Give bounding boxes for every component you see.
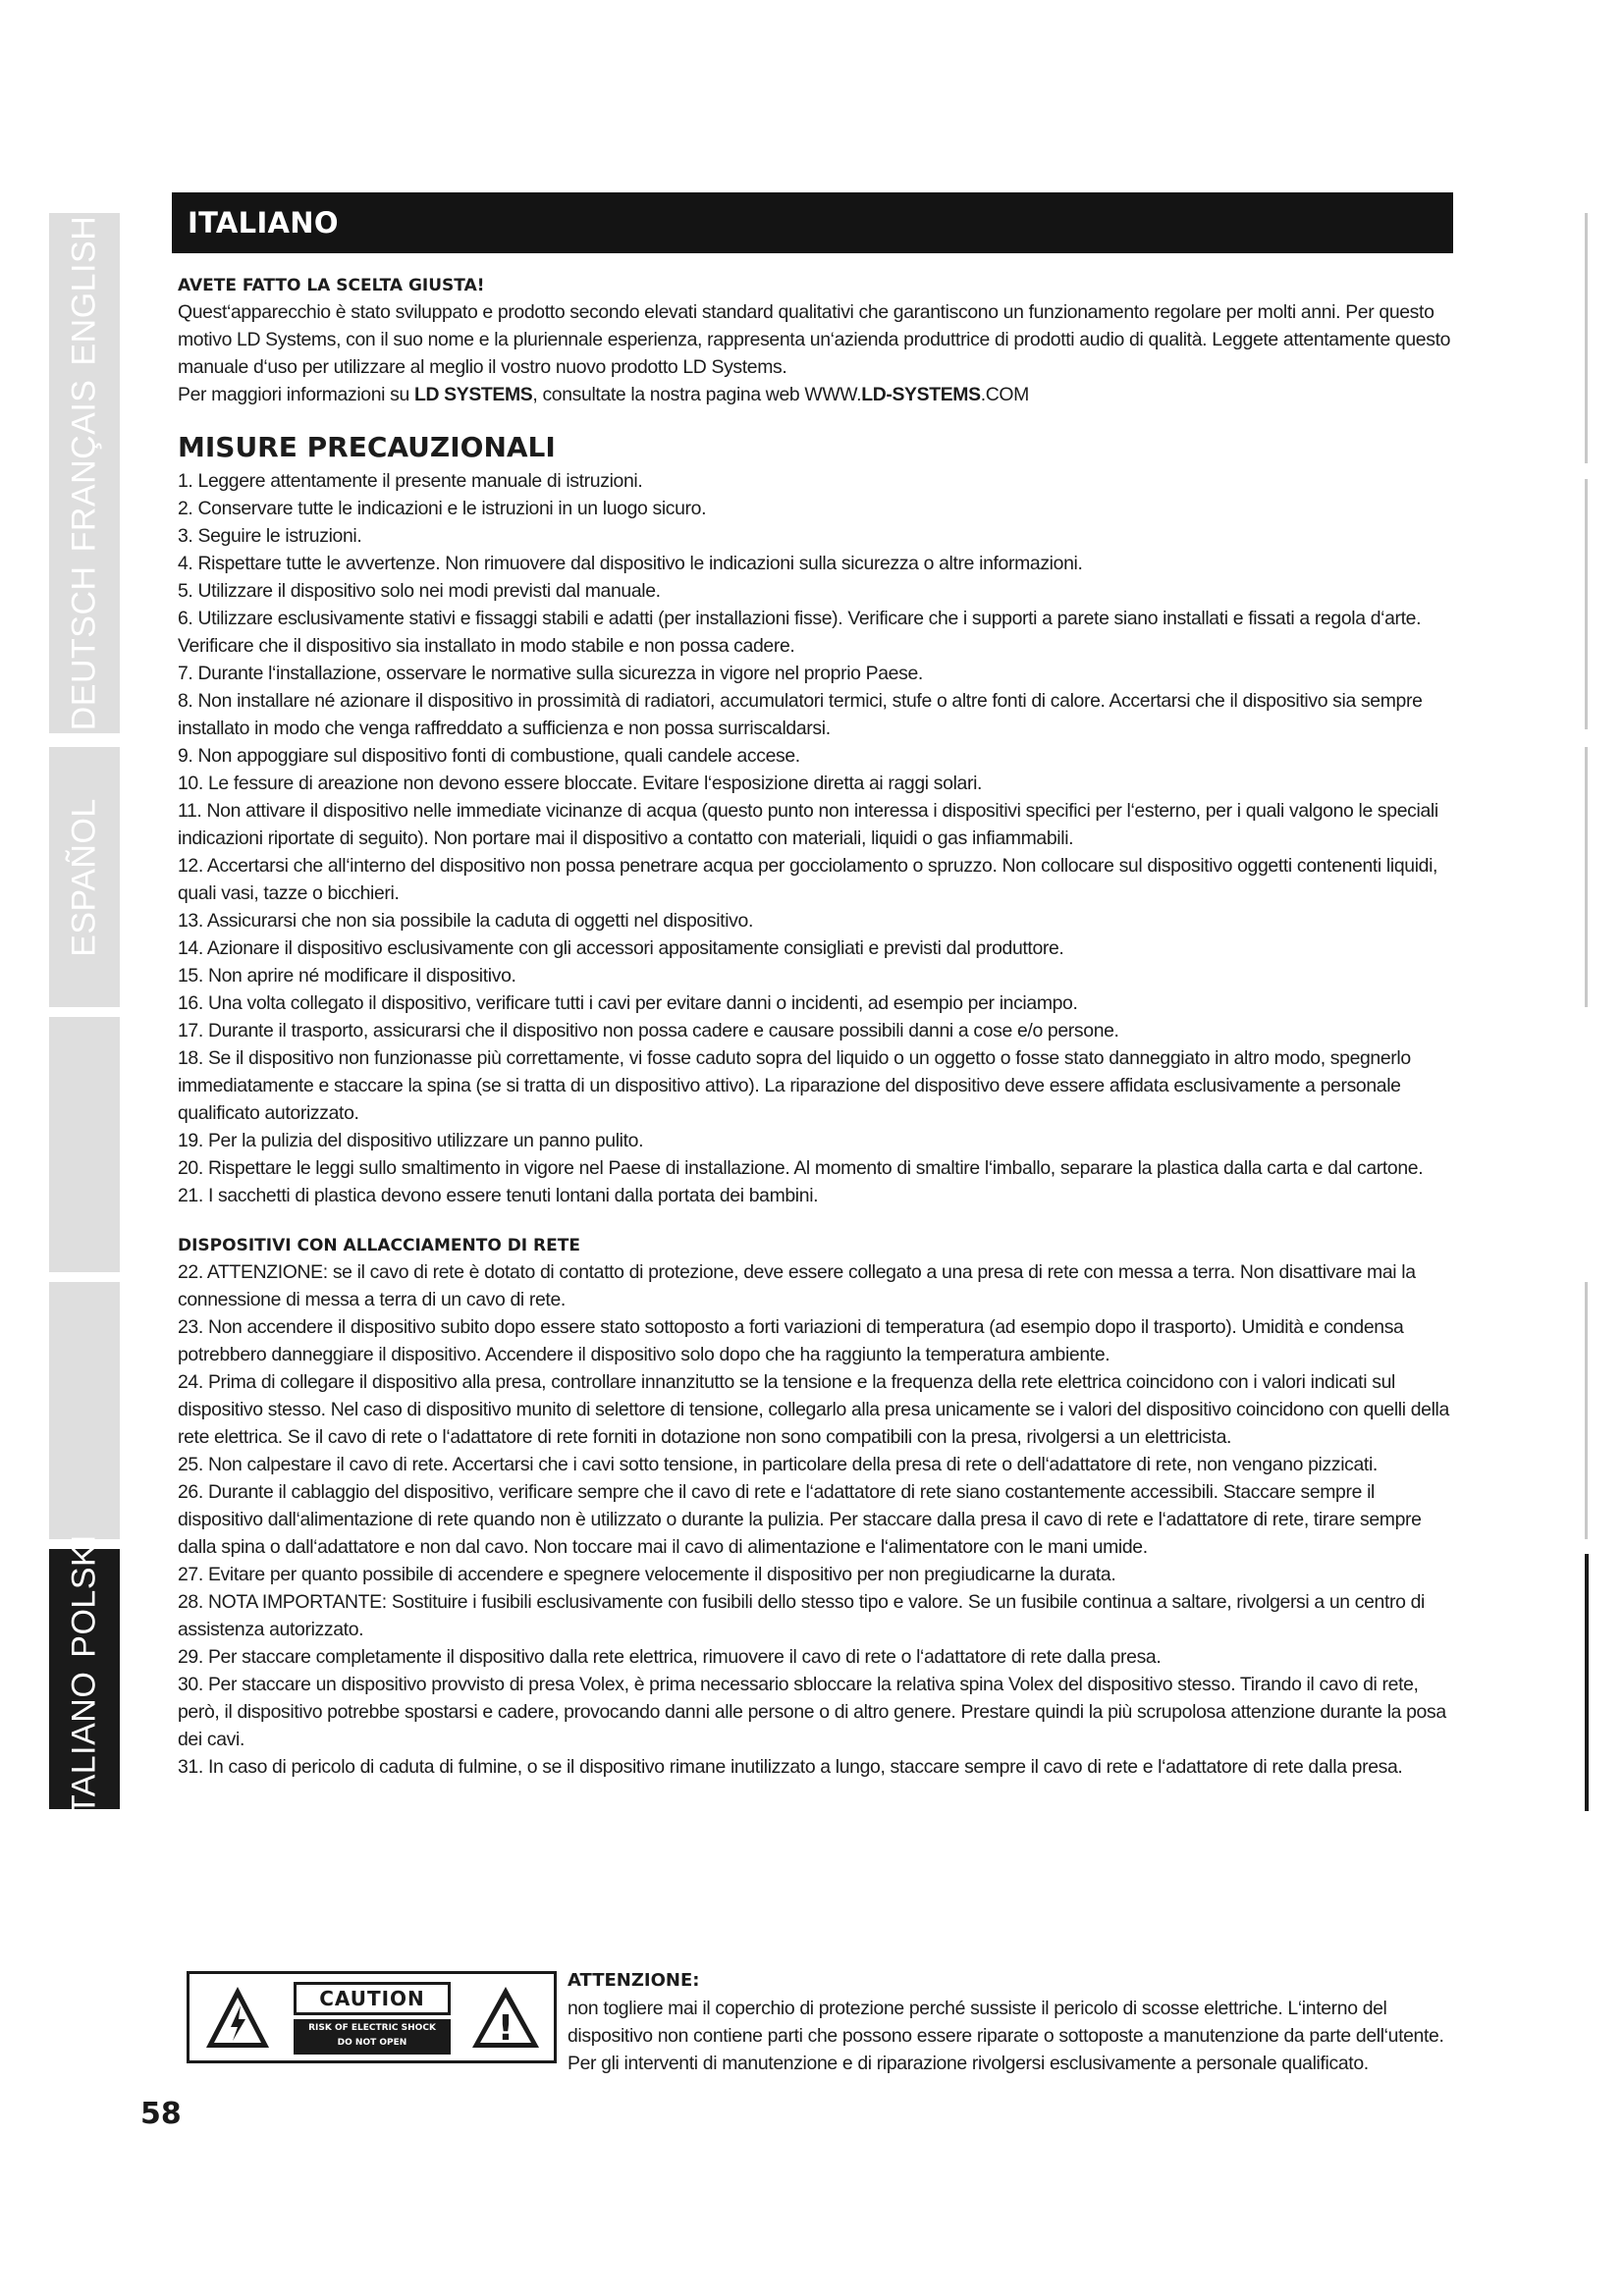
brand-name: LD SYSTEMS (413, 384, 533, 405)
list-item: 27. Evitare per quanto possibile di accendere e spegnere velocemente il dispositivo per non pregiudicarne la durata. (178, 1564, 1116, 1585)
tab-part-deutsch: DEUTSCH (65, 565, 103, 731)
more-info-middle: , consultate la nostra pagina web WWW. (532, 384, 862, 405)
sidebar-tab-label (66, 216, 104, 731)
list-item: 6. Utilizzare esclusivamente stativi e fissaggi stabili e adatti (per installazioni fisse). Verificare che i supporti a parete siano installati e fissati a regola d‘arte. Verificare che il dispositivo sia installato in modo stabile e non possa cadere. (178, 608, 1422, 657)
list-item: 23. Non accendere il dispositivo subito dopo essere stato sottoposto a forti variazioni di temperatura (ad esempio dopo il trasporto). Umidità e condensa potrebbero danneggiare il dispositivo. Accendere il dispositivo solo dopo che ha raggiunto la temperatura ambiente. (178, 1316, 1404, 1365)
list-item: 3. Seguire le istruzioni. (178, 525, 362, 547)
intro-paragraph: Quest‘apparecchio è stato sviluppato e prodotto secondo elevati standard qualitativi che garantiscono un funzionamento regolare per molti anni. Per questo motivo LD Systems, con il suo nome e la pluriennale esperienza, rappresenta un‘azienda produttrice di prodotti audio di qualità. Leggete attentamente questo manuale d‘uso per utilizzare al meglio il vostro nuovo prodotto LD Systems. (178, 301, 1451, 378)
list-item: 18. Se il dispositivo non funzionasse più correttamente, vi fosse caduto sopra del liquido o un oggetto o fosse stato danneggiato in altro modo, spegnerlo immediatamente e staccare la spina (se si tratta di un dispositivo attivo). La riparazione del dispositivo deve essere affidata esclusivamente a personale qualificato autorizzato. (178, 1047, 1411, 1124)
list-item: 4. Rispettare tutte le avvertenze. Non rimuovere dal dispositivo le indicazioni sulla sicurezza o altre informazioni. (178, 553, 1083, 574)
sidebar-tab-blank (49, 1282, 120, 1539)
caution-line-1: RISK OF ELECTRIC SHOCK (308, 2023, 436, 2033)
list-item: 8. Non installare né azionare il dispositivo in prossimità di radiatori, accumulatori termici, stufe o altre fonti di calore. Accertarsi che il dispositivo sia sempre installato in modo che venga raffreddato a sufficienza e non possa surriscaldarsi. (178, 690, 1423, 739)
caution-subtext (294, 2019, 451, 2055)
page-number: 58 (140, 2097, 182, 2131)
precautions-title: MISURE PRECAUZIONALI (178, 431, 556, 463)
list-item: 26. Durante il cablaggio del dispositivo, verificare sempre che il cavo di rete e l‘adattatore di rete siano costantemente accessibili. Staccare sempre il dispositivo dall‘alimentazione di rete quando non è utilizzato o durante la pulizia. Per staccare dalla presa il cavo di rete e l‘adattatore di rete, tirare sempre dalla spina o dall‘adattatore e non dal cavo. Non toccare mai il cavo di alimentazione e l‘alimentatore con le mani umide. (178, 1481, 1422, 1558)
attention-block (568, 1967, 1461, 2077)
list-item: 5. Utilizzare il dispositivo solo nei modi previsti dal manuale. (178, 580, 661, 602)
edge-mark (1585, 747, 1588, 1007)
edge-mark-active (1585, 1554, 1589, 1811)
caution-label (187, 1971, 557, 2063)
tab-part-polski: POLSKI (65, 1533, 103, 1658)
intro-heading: AVETE FATTO LA SCELTA GIUSTA! (178, 276, 485, 295)
list-item: 7. Durante l‘installazione, osservare le normative sulla sicurezza in vigore nel proprio Paese. (178, 663, 923, 684)
caution-line-2: DO NOT OPEN (337, 2038, 407, 2048)
tab-part-francais: FRANÇAIS (65, 379, 103, 553)
caution-word: CAUTION (294, 1982, 451, 2015)
list-item: 30. Per staccare un dispositivo provvisto di presa Volex, è prima necessario sbloccare la relativa spina Volex del dispositivo stesso. Tirando il cavo di rete, però, il dispositivo potrebbe spostarsi e cadere, provocando danni alle persone o di altro genere. Prestare quindi la più scrupolosa attenzione durante la posa dei cavi. (178, 1674, 1446, 1750)
list-item: 1. Leggere attentamente il presente manuale di istruzioni. (178, 470, 643, 492)
attention-text: non togliere mai il coperchio di protezione perché sussiste il pericolo di scosse elettriche. L‘interno del dispositivo non contiene parti che possono essere riparate o sottoposte a manutenzione da parte dell‘utente. Per gli interventi di manutenzione e di riparazione rivolgersi esclusivamente a personale qualificato. (568, 1998, 1444, 2074)
url-brand: LD-SYSTEMS (861, 384, 981, 405)
list-item: 22. ATTENZIONE: se il cavo di rete è dotato di contatto di protezione, deve essere collegato a una presa di rete con messa a terra. Non disattivare mai la connessione di messa a terra di un cavo di rete. (178, 1261, 1416, 1310)
tab-part-espanol: ESPAÑOL (65, 797, 103, 957)
sidebar-tab-espanol[interactable] (49, 747, 120, 1007)
precautions-list (178, 467, 1454, 1209)
edge-mark (1585, 479, 1588, 729)
list-item: 19. Per la pulizia del dispositivo utilizzare un panno pulito. (178, 1130, 644, 1151)
sidebar-tab-deutsch-francais-english[interactable] (49, 213, 120, 733)
list-item: 14. Azionare il dispositivo esclusivamente con gli accessori appositamente consigliati e previsti dal produttore. (178, 937, 1064, 959)
sidebar-tab-espanol-lower (49, 1017, 120, 1272)
list-item: 28. NOTA IMPORTANTE: Sostituire i fusibili esclusivamente con fusibili dello stesso tipo e valore. Se un fusibile continua a saltare, rivolgersi a un centro di assistenza autorizzato. (178, 1591, 1425, 1640)
url-suffix: .COM (980, 384, 1029, 405)
caution-center (294, 1982, 451, 2053)
list-item: 16. Una volta collegato il dispositivo, verificare tutti i cavi per evitare danni o incidenti, ad esempio per inciampo. (178, 992, 1078, 1014)
tab-part-english: ENGLISH (65, 215, 103, 366)
more-info-prefix: Per maggiori informazioni su (178, 384, 414, 405)
list-item: 2. Conservare tutte le indicazioni e le istruzioni in un luogo sicuro. (178, 498, 707, 519)
list-item: 17. Durante il trasporto, assicurarsi che il dispositivo non possa cadere e causare possibili danni a cose e/o persone. (178, 1020, 1119, 1041)
list-item: 20. Rispettare le leggi sullo smaltimento in vigore nel Paese di installazione. Al momento di smaltire l‘imballo, separare la plastica dalla carta e dal cartone. (178, 1157, 1424, 1179)
sidebar-tab-label (66, 798, 104, 957)
list-item: 21. I sacchetti di plastica devono essere tenuti lontani dalla portata dei bambini. (178, 1185, 819, 1206)
intro-more-info (178, 381, 1454, 408)
section-header-bar (172, 192, 1453, 253)
list-item: 25. Non calpestare il cavo di rete. Accertarsi che i cavi sotto tensione, in particolare della presa di rete o dell‘adattatore di rete, non vengano pizzicati. (178, 1454, 1378, 1475)
mains-list (178, 1258, 1454, 1781)
attention-heading: ATTENZIONE: (568, 1970, 700, 1991)
list-item: 11. Non attivare il dispositivo nelle immediate vicinanze di acqua (questo punto non interessa i dispositivi specifici per l‘esterno, per i quali valgono le speciali indicazioni riportate di seguito). Non portare mai il dispositivo a contatto con materiali, liquidi o gas infiammabili. (178, 800, 1438, 849)
main-content (178, 273, 1454, 1781)
list-item: 31. In caso di pericolo di caduta di fulmine, o se il dispositivo rimane inutilizzato a lungo, staccare sempre il cavo di rete e l‘adattatore di rete dalla presa. (178, 1756, 1403, 1778)
list-item: 12. Accertarsi che all‘interno del dispositivo non possa penetrare acqua per gocciolamento o spruzzo. Non collocare sul dispositivo oggetti contenenti liquidi, quali vasi, tazze o bicchieri. (178, 855, 1438, 904)
sidebar-tab-label (66, 1533, 104, 1824)
sidebar-tab-italiano-polski[interactable] (49, 1533, 120, 1825)
page-title: ITALIANO (188, 206, 339, 240)
list-item: 29. Per staccare completamente il dispositivo dalla rete elettrica, rimuovere il cavo di rete o l‘adattatore di rete dalla presa. (178, 1646, 1162, 1668)
edge-mark (1585, 213, 1588, 463)
exclamation-warning-icon (469, 1984, 542, 2051)
tab-part-italiano: ITALIANO (65, 1671, 103, 1825)
list-item: 9. Non appoggiare sul dispositivo fonti di combustione, quali candele accese. (178, 745, 800, 767)
electric-shock-warning-icon (203, 1984, 272, 2051)
mains-heading: DISPOSITIVI CON ALLACCIAMENTO DI RETE (178, 1236, 580, 1255)
list-item: 13. Assicurarsi che non sia possibile la caduta di oggetti nel dispositivo. (178, 910, 753, 932)
exclamation-mark: ! (497, 2008, 514, 2049)
edge-mark (1585, 1282, 1588, 1539)
list-item: 24. Prima di collegare il dispositivo alla presa, controllare innanzitutto se la tensione e la frequenza della rete elettrica coincidono con i valori indicati sul dispositivo stesso. Nel caso di dispositivo munito di selettore di tensione, collegarlo alla presa unicamente se i valori del dispositivo coincidono con quelli della rete elettrica. Se il cavo di rete o l‘adattatore di rete forniti in dotazione non sono compatibili con la presa, rivolgersi a un elettricista. (178, 1371, 1449, 1448)
list-item: 10. Le fessure di areazione non devono essere bloccate. Evitare l‘esposizione diretta ai raggi solari. (178, 773, 983, 794)
list-item: 15. Non aprire né modificare il dispositivo. (178, 965, 516, 987)
